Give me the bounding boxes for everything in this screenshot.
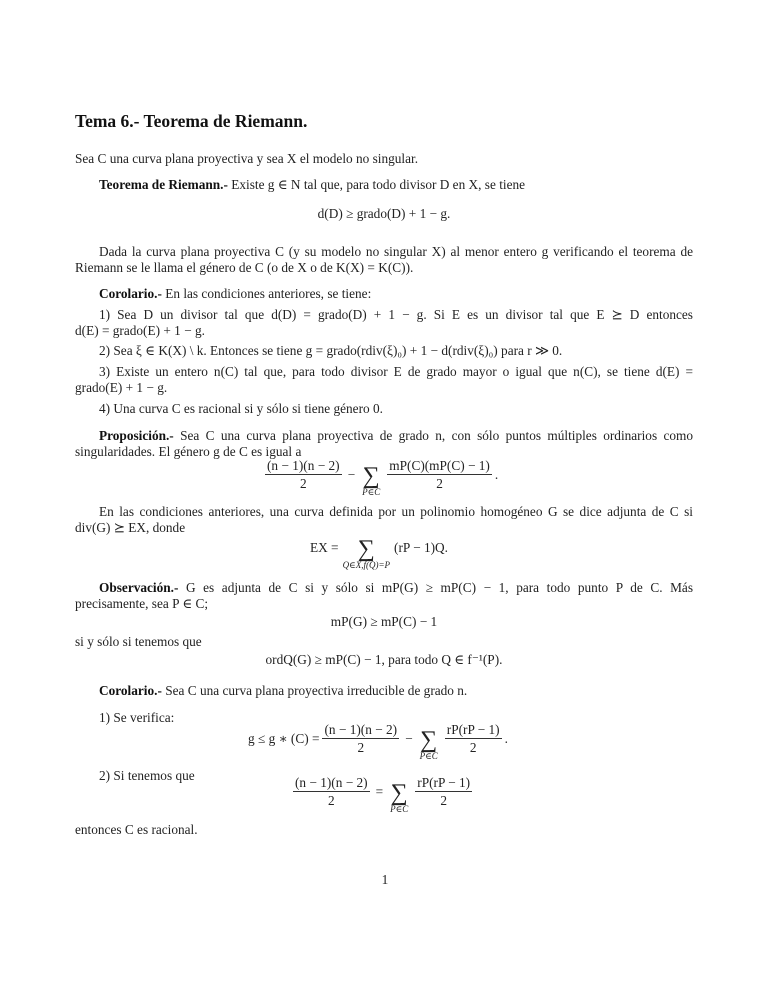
summation: ∑ Q∈X,f(Q)=P [342,536,391,570]
genus-definition-line2: Riemann se le llama el género de C (o de X o de K(X) = K(C)). [75,260,414,275]
fraction: $\frac{rP(rP - 1)}{2}$ [446,722,500,755]
fraction: $\frac{mP(C)(mP(C) - 1)}{2}$ [389,458,490,491]
corollary1-heading [99,286,371,302]
summation: ∑ P∈C [419,726,438,761]
fraction: $\frac{rP(rP - 1)}{2}$ [417,775,471,808]
page-title: Tema 6.- Teorema de Riemann. [75,111,308,131]
genus-definition-line1: Dada la curva plana proyectiva C (y su modelo no singular X) al menor entero g verificando el teorema de [99,244,693,259]
sigma-icon: ∑ [362,462,380,489]
theorem-label: Teorema de Riemann.- [99,177,228,192]
adjoint-line2: div(G) ⪰ EX, donde [75,520,186,535]
fraction: $\frac{(n - 1)(n - 2)}{2}$ [324,722,398,755]
proposition-line2: singularidades. El género g de C es igual a [75,444,302,459]
proposition-label: Proposición.- [99,428,174,443]
fraction: $\frac{(n - 1)(n - 2)}{2}$ [295,775,368,808]
corollary2-conclusion: entonces C es racional. [75,822,198,837]
rational-condition-formula: $\frac{(n - 1)(n - 2)}{2}$ = ∑ P∈C $\frac{rP(rP - 1)}{2}$ [295,775,471,814]
corollary1-item1-line1: 1) Sea D un divisor tal que d(D) = grado(D) + 1 − g. Si E es un divisor tal que E ⪰ D entonces [99,307,693,322]
corollary1-item3-line2: grado(E) + 1 − g. [75,380,168,395]
observation-line3: si y sólo si tenemos que [75,634,202,649]
theorem-text: Existe g ∈ N tal que, para todo divisor D en X, se tiene [231,177,526,192]
sigma-icon: ∑ [357,536,375,562]
observation-text: G es adjunta de C si y sólo si mP(G) ≥ mP(C) − 1, para todo punto P de C. Más [185,580,693,595]
genus-formula: $\frac{(n - 1)(n - 2)}{2}$ − ∑ P∈C $\frac{mP(C)(mP(C) - 1)}{2}$ . [267,458,499,497]
proposition-line1 [99,428,693,444]
corollary1-item1-line2: d(E) = grado(E) + 1 − g. [75,323,205,338]
corollary2-heading [99,683,467,699]
proposition-text: Sea C una curva plana proyectiva de grado n, con sólo puntos múltiples ordinarios como [180,428,693,443]
sigma-icon: ∑ [390,779,408,806]
ex-formula: EX = ∑ Q∈X,f(Q)=P (rP − 1)Q. [310,536,448,570]
corollary1-label: Corolario.- [99,286,162,301]
corollary1-text: En las condiciones anteriores, se tiene: [165,286,372,301]
observation-label: Observación.- [99,580,179,595]
summation: ∑ P∈C [362,462,381,497]
intro-paragraph: Sea C una curva plana proyectiva y sea X el modelo no singular. [75,151,419,166]
theorem-formula: d(D) ≥ grado(D) + 1 − g. [317,206,451,221]
corollary2-item1-text: 1) Se verifica: [99,710,175,725]
observation-line1 [99,580,693,596]
observation-formula2: ordQ(G) ≥ mP(C) − 1, para todo Q ∈ f⁻¹(P). [265,652,503,667]
adjoint-line1: En las condiciones anteriores, una curva definida por un polinomio homogéneo G se dice adjunta de C si [99,504,693,519]
fraction: $\frac{(n - 1)(n - 2)}{2}$ [267,458,340,491]
page-number: 1 [381,872,389,887]
theorem-paragraph [99,177,525,193]
observation-formula1: mP(G) ≥ mP(C) − 1 [330,614,438,629]
corollary2-label: Corolario.- [99,683,162,698]
corollary1-item2: 2) Sea ξ ∈ K(X) \ k. Entonces se tiene g = grado(rdiv(ξ)₀) + 1 − d(rdiv(ξ)₀) para r ≫ 0. [99,343,563,358]
corollary2-text: Sea C una curva plana proyectiva irreducible de grado n. [165,683,468,698]
gstar-formula: g ≤ g ∗ (C) = $\frac{(n - 1)(n - 2)}{2}$ − ∑ P∈C $\frac{rP(rP - 1)}{2}$ . [248,722,508,761]
corollary2-item2-text: 2) Si tenemos que [99,768,195,783]
corollary1-item4: 4) Una curva C es racional si y sólo si tiene género 0. [99,401,383,416]
observation-line2: precisamente, sea P ∈ C; [75,596,209,611]
summation: ∑ P∈C [390,779,409,814]
sigma-icon: ∑ [420,726,438,753]
corollary1-item3-line1: 3) Existe un entero n(C) tal que, para todo divisor E de grado mayor o igual que n(C), se tiene d(E) = [99,364,693,379]
